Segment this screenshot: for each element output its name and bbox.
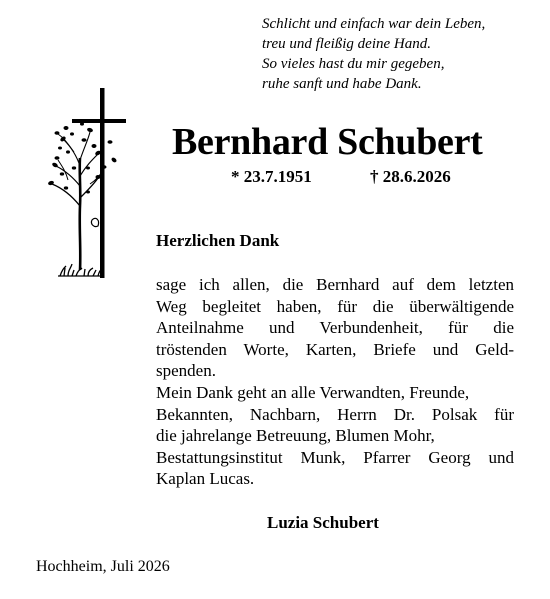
signature: Luzia Schubert [267, 513, 379, 532]
message-line: Mein Dank geht an alle Verwandten, Freunde, [156, 382, 470, 402]
message-line: die jahrelange Betreuung, Blumen Mohr, [156, 426, 435, 446]
death-date: † 28.6.2026 [370, 167, 451, 186]
poem-line: treu und fleißig deine Hand. [262, 36, 431, 52]
message-line: Bestattungsinstitut Munk, Pfarrer Georg und [156, 447, 514, 467]
message-line: tröstenden Worte, Karten, Briefe und Geld- [156, 339, 514, 359]
poem-line: ruhe sanft und habe Dank. [262, 76, 422, 92]
message-line: Anteilnahme und Verbundenheit, für die [156, 318, 514, 338]
message-line: Bekannten, Nachbarn, Herrn Dr. Polsak für [156, 404, 514, 424]
message-line: spenden. [156, 361, 216, 381]
poem-line: So vieles hast du mir gegeben, [262, 56, 445, 72]
deceased-name: Bernhard Schubert [172, 121, 483, 163]
message-heading: Herzlichen Dank [156, 231, 280, 250]
message-body [156, 274, 514, 490]
birth-date: * 23.7.1951 [231, 167, 312, 186]
poem-line: Schlicht und einfach war dein Leben, [262, 16, 486, 32]
poem [262, 14, 532, 94]
message-line: Weg begleitet haben, für die überwältigende [156, 296, 514, 316]
cross-with-tree-icon [38, 88, 126, 288]
message-line: sage ich allen, die Bernhard auf dem letzten [156, 275, 514, 294]
place-date: Hochheim, Juli 2026 [36, 558, 170, 575]
message-line: Kaplan Lucas. [156, 469, 255, 489]
